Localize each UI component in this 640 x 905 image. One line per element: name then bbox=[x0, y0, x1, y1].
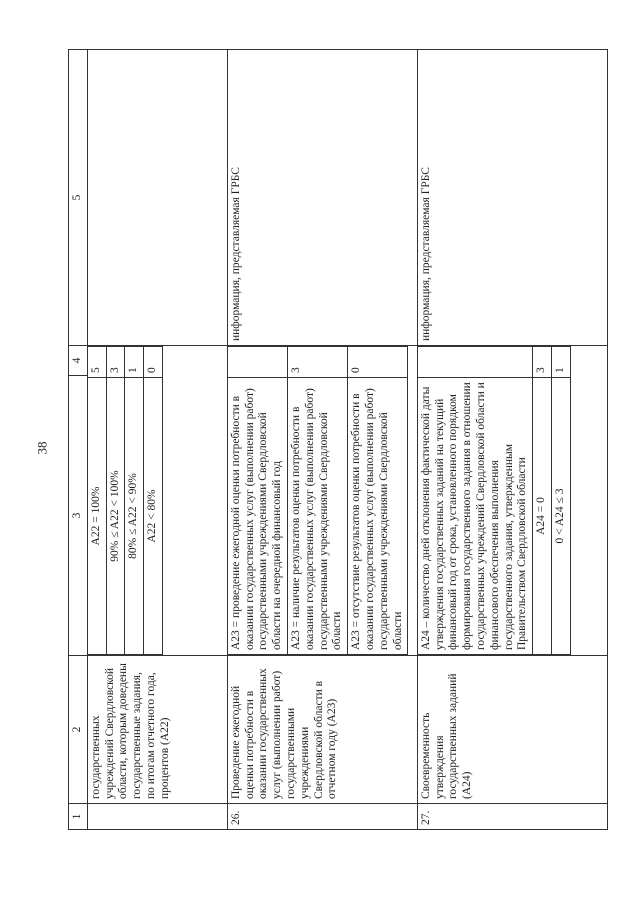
information-source: информация, представляемая ГРБС bbox=[227, 50, 417, 346]
row-number: 26. bbox=[227, 804, 417, 830]
condition-item bbox=[551, 347, 570, 655]
conditions-list bbox=[228, 346, 409, 655]
page-number: 38 bbox=[34, 441, 50, 455]
rotated-page-content bbox=[68, 50, 598, 830]
condition-text: A24 – количество дней отклонения фактической даты утверждения государственных заданий на текущий финансовый год от срока, установленного порядком формирования государственного задания в отношении государственных учреждений Свердловской области и финансового обеспечения выполнения государственного задания, утвержденным Правительством Свердловской области bbox=[418, 378, 533, 655]
condition-score: 3 bbox=[287, 347, 347, 378]
information-source bbox=[87, 50, 227, 346]
condition-text: A23 = проведение ежегодной оценки потребности в оказании государственных услуг (выполнении работ) государственными учреждениями Свердловской области на очередной финансовый год bbox=[228, 378, 288, 655]
table-header-row bbox=[69, 50, 88, 830]
condition-item bbox=[106, 347, 125, 655]
conditions-cell bbox=[87, 346, 227, 656]
row-number bbox=[87, 804, 227, 830]
header-cell-2: 2 bbox=[69, 656, 88, 804]
condition-score: 1 bbox=[125, 347, 144, 378]
condition-text: A23 = наличие результатов оценки потребности в оказании государственных услуг (выполнении работ) государственными учреждениями Свердловской области bbox=[287, 378, 347, 655]
row-number: 27. bbox=[417, 804, 607, 830]
condition-score: 3 bbox=[533, 347, 552, 378]
table-row bbox=[87, 50, 227, 830]
criteria-table bbox=[68, 49, 608, 830]
indicator-name: Своевременность утверждения государственных заданий (A24) bbox=[417, 656, 607, 804]
condition-text: 80% ≤ A22 < 90% bbox=[125, 378, 144, 655]
condition-text: A24 = 0 bbox=[533, 378, 552, 655]
condition-score: 0 bbox=[144, 347, 163, 378]
condition-score: 3 bbox=[106, 347, 125, 378]
conditions-cell bbox=[227, 346, 417, 656]
condition-score: 5 bbox=[88, 347, 106, 378]
header-cell-5: 5 bbox=[69, 50, 88, 346]
information-source: информация, представляемая ГРБС bbox=[417, 50, 607, 346]
table-row bbox=[227, 50, 417, 830]
condition-item bbox=[125, 347, 144, 655]
condition-item bbox=[418, 347, 533, 655]
condition-item bbox=[533, 347, 552, 655]
indicator-name: Проведение ежегодной оценки потребности в оказании государственных услуг (выполнении работ) государственными учреждениями Свердловской области в отчетном году (A23) bbox=[227, 656, 417, 804]
conditions-cell bbox=[417, 346, 607, 656]
condition-text: A22 < 80% bbox=[144, 378, 163, 655]
conditions-list bbox=[88, 346, 163, 655]
condition-score: 1 bbox=[551, 347, 570, 378]
condition-item bbox=[348, 347, 408, 655]
condition-text: 0 < A24 ≤ 3 bbox=[551, 378, 570, 655]
condition-score bbox=[228, 347, 288, 378]
conditions-list bbox=[418, 346, 571, 655]
condition-text: A23 = отсутствие результатов оценки потребности в оказании государственных услуг (выполнении работ) государственными учреждениями Свердловской области bbox=[348, 378, 408, 655]
table-row bbox=[417, 50, 607, 830]
condition-item bbox=[228, 347, 288, 655]
condition-item bbox=[287, 347, 347, 655]
header-cell-3: 3 bbox=[69, 376, 88, 656]
condition-item bbox=[144, 347, 163, 655]
condition-text: 90% ≤ A22 < 100% bbox=[106, 378, 125, 655]
indicator-name: государственных учреждений Свердловской области, которым доведены государственные задания, по итогам отчетного года, процентов (A22) bbox=[87, 656, 227, 804]
condition-score: 0 bbox=[348, 347, 408, 378]
condition-item bbox=[88, 347, 106, 655]
header-cell-1: 1 bbox=[69, 804, 88, 830]
condition-text: A22 = 100% bbox=[88, 378, 106, 655]
header-cell-4: 4 bbox=[69, 346, 88, 376]
condition-score bbox=[418, 347, 533, 378]
